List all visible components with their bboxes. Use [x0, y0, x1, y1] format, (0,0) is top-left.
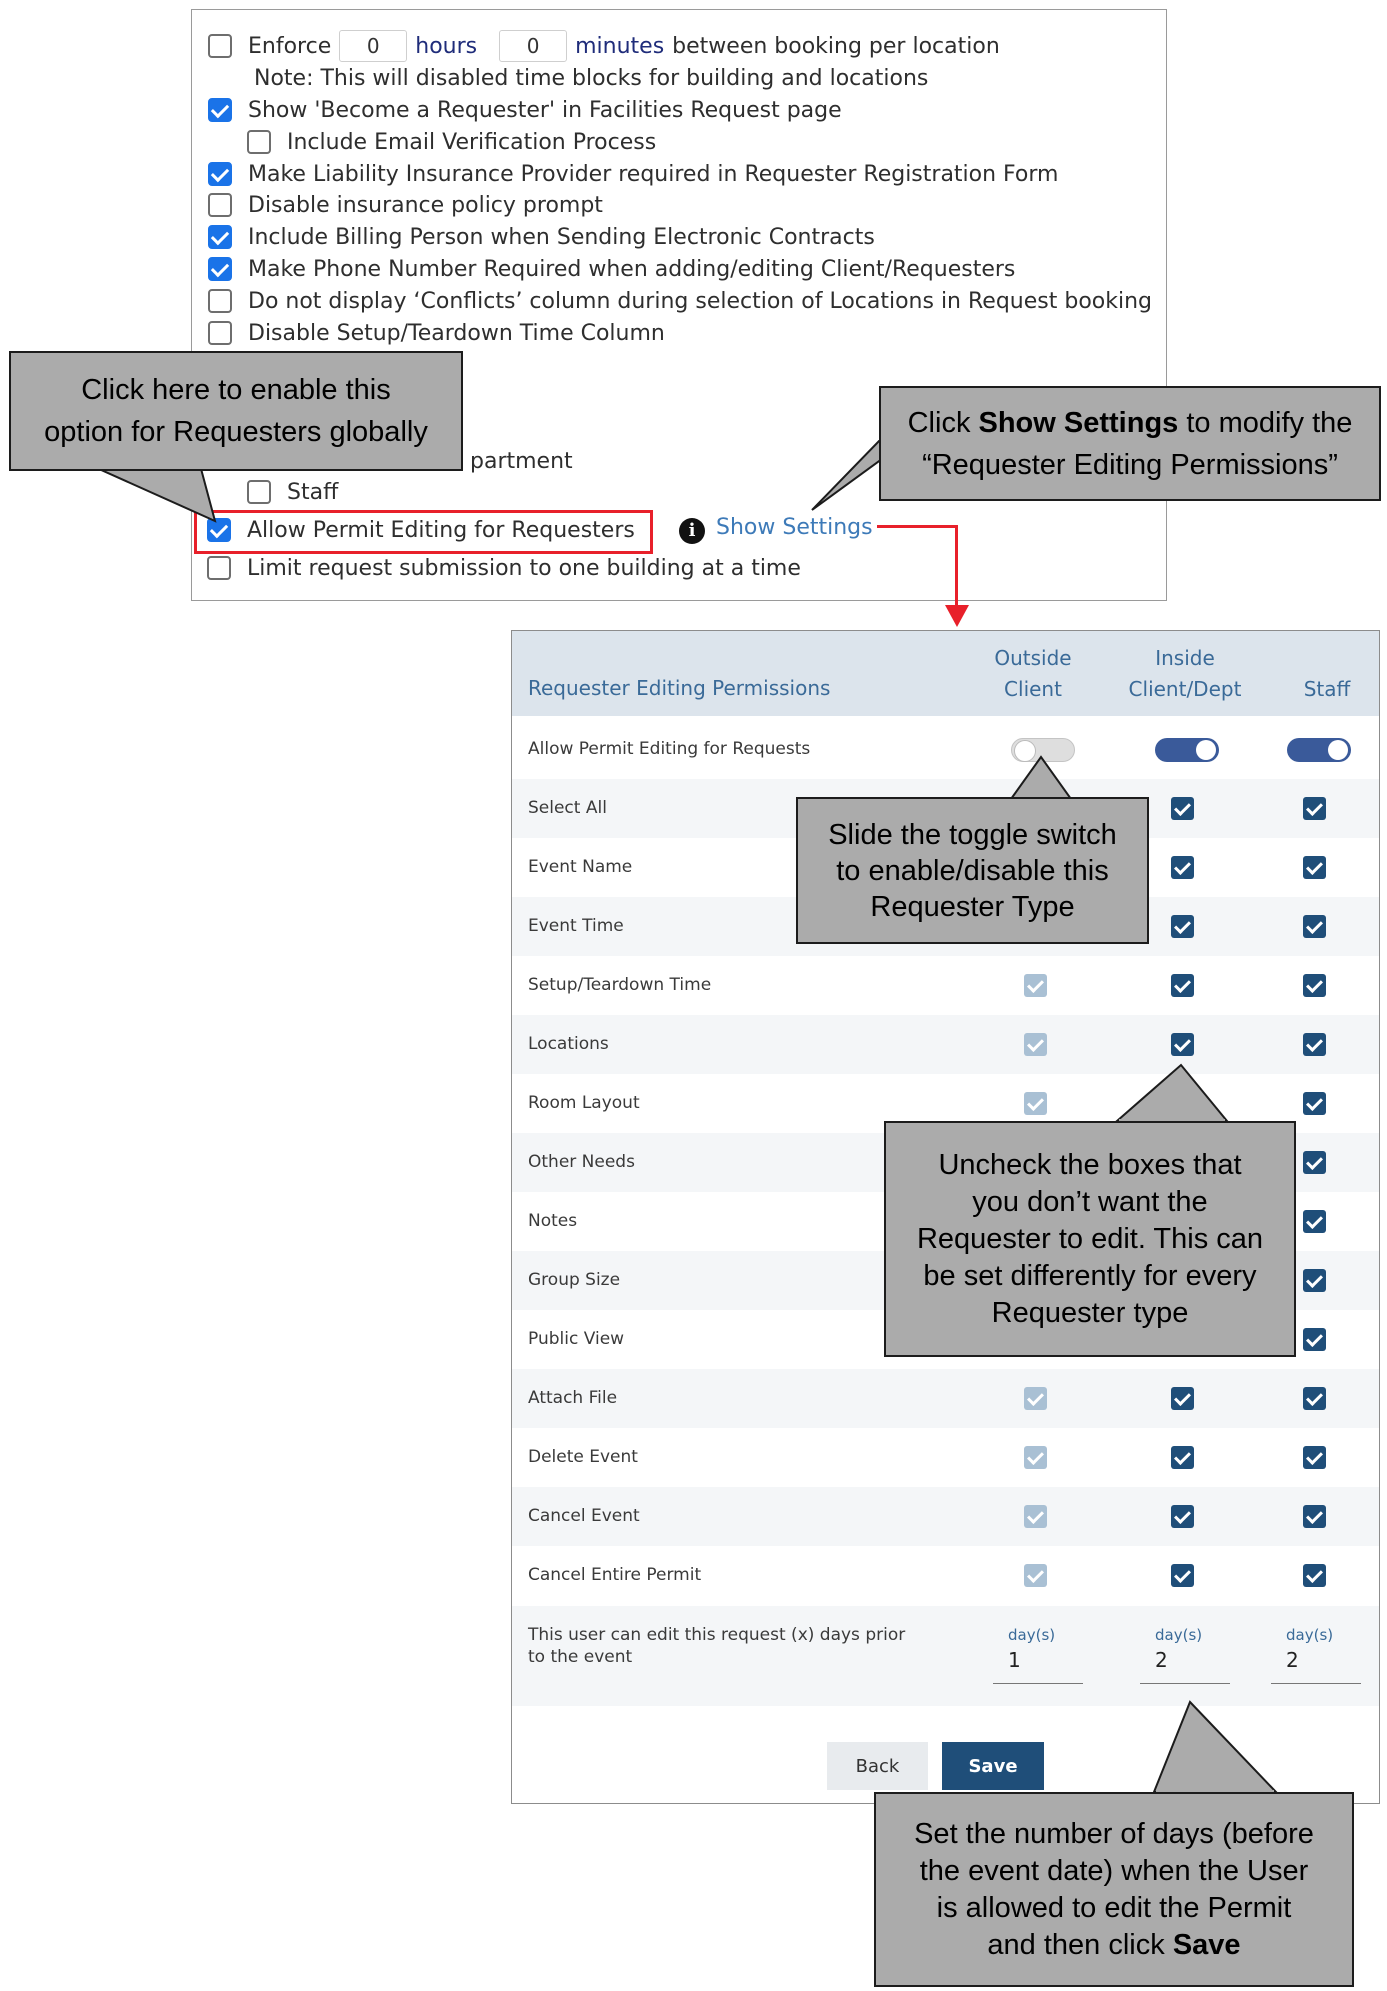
outside-checkbox[interactable]	[1024, 1564, 1047, 1587]
staff-checkbox[interactable]	[1303, 797, 1326, 820]
liability-insurance-checkbox[interactable]	[208, 162, 232, 186]
days-prior-row	[512, 1606, 1379, 1706]
column-outside-client	[963, 643, 1103, 705]
callout-line: Click here to enable this	[81, 374, 391, 406]
row-label: Cancel Entire Permit	[528, 1565, 702, 1585]
callout-tail	[1005, 755, 1085, 801]
toggle-inside-client[interactable]	[1155, 738, 1219, 762]
days-value: 1	[1008, 1648, 1021, 1672]
staff-checkbox[interactable]	[1303, 1033, 1326, 1056]
inside-checkbox[interactable]	[1171, 1387, 1194, 1410]
column-label: Client/Dept	[1128, 677, 1242, 701]
inside-checkbox[interactable]	[1171, 1505, 1194, 1528]
column-label: Outside	[994, 646, 1072, 670]
permission-row	[512, 956, 1379, 1015]
row-label: Attach File	[528, 1388, 618, 1408]
option-label: Include Email Verification Process	[287, 129, 657, 155]
option-billing-person	[208, 222, 875, 252]
minutes-label: minutes	[575, 33, 665, 59]
callout-line: “Requester Editing Permissions”	[922, 448, 1338, 481]
callout-line	[908, 402, 1353, 444]
enforce-label: Enforce	[248, 33, 332, 59]
callout-line: Slide the toggle switch	[828, 818, 1117, 851]
callout-tail	[80, 465, 220, 525]
row-label: This user can edit this request (x) days prior	[528, 1625, 906, 1645]
option-label: Do not display ‘Conflicts’ column during selection of Locations in Request booking	[248, 288, 1152, 314]
permissions-header	[512, 631, 1379, 716]
option-limit-request	[207, 553, 801, 583]
staff-checkbox[interactable]	[1303, 974, 1326, 997]
enforce-checkbox[interactable]	[208, 34, 232, 58]
callout-text: and then click	[987, 1928, 1173, 1961]
outside-checkbox[interactable]	[1024, 1033, 1047, 1056]
staff-checkbox[interactable]	[1303, 1269, 1326, 1292]
callout-tail	[1115, 1063, 1231, 1123]
option-become-requester	[208, 95, 842, 125]
column-label: Inside	[1155, 646, 1215, 670]
row-label: Cancel Event	[528, 1506, 640, 1526]
option-liability-insurance	[208, 159, 1058, 189]
callout-enable-globally	[9, 351, 463, 471]
row-label: Delete Event	[528, 1447, 638, 1467]
callout-bold-text: Save	[1172, 1928, 1241, 1961]
days-input-outside[interactable]	[993, 1622, 1083, 1684]
toggle-staff[interactable]	[1287, 738, 1351, 762]
row-label: Event Time	[528, 916, 624, 936]
option-staff	[247, 477, 338, 507]
callout-line: the event date) when the User	[919, 1854, 1309, 1887]
conflicts-column-checkbox[interactable]	[208, 289, 232, 313]
row-label: Public View	[528, 1329, 625, 1349]
callout-line	[914, 1927, 1314, 1964]
inside-checkbox[interactable]	[1171, 1564, 1194, 1587]
email-verification-checkbox[interactable]	[247, 130, 271, 154]
callout-text: to modify the	[1178, 406, 1353, 439]
phone-required-checkbox[interactable]	[208, 257, 232, 281]
staff-checkbox[interactable]	[1303, 856, 1326, 879]
callout-show-settings	[879, 386, 1381, 501]
inside-checkbox[interactable]	[1171, 1446, 1194, 1469]
outside-checkbox[interactable]	[1024, 1446, 1047, 1469]
highlight-box	[194, 510, 653, 554]
staff-checkbox[interactable]	[1303, 1210, 1326, 1233]
row-label: Locations	[528, 1034, 609, 1054]
callout-toggle	[796, 797, 1149, 944]
option-label: Show 'Become a Requester' in Facilities Request page	[248, 97, 842, 123]
days-unit-label: day(s)	[1286, 1626, 1334, 1644]
days-value: 2	[1155, 1648, 1168, 1672]
permissions-title: Requester Editing Permissions	[528, 676, 831, 700]
staff-checkbox[interactable]	[1303, 1446, 1326, 1469]
option-label: Disable Setup/Teardown Time Column	[248, 320, 665, 346]
staff-checkbox[interactable]	[1303, 1092, 1326, 1115]
days-value: 2	[1286, 1648, 1299, 1672]
hours-label: hours	[415, 33, 478, 59]
permission-row	[512, 1369, 1379, 1428]
arrow-head-icon	[945, 605, 969, 627]
partial-department-label: partment	[470, 448, 573, 474]
enforce-option	[208, 31, 1000, 61]
callout-line: Requester to edit. This can	[916, 1222, 1264, 1255]
staff-checkbox[interactable]	[1303, 1505, 1326, 1528]
option-label: Limit request submission to one building at a time	[247, 555, 801, 581]
row-label: Group Size	[528, 1270, 621, 1290]
callout-tail	[1150, 1700, 1280, 1794]
option-label: Staff	[287, 479, 339, 505]
staff-checkbox[interactable]	[1303, 1387, 1326, 1410]
permission-row	[512, 1428, 1379, 1487]
days-prior-label	[528, 1624, 905, 1668]
connector-arrow-vertical	[955, 525, 958, 609]
days-input-inside[interactable]	[1140, 1622, 1230, 1684]
info-icon: i	[679, 518, 705, 544]
option-label: Disable insurance policy prompt	[248, 192, 603, 218]
disable-insurance-checkbox[interactable]	[208, 193, 232, 217]
outside-checkbox[interactable]	[1024, 974, 1047, 997]
permission-row	[512, 1487, 1379, 1546]
callout-uncheck-boxes	[884, 1121, 1296, 1357]
row-label: Room Layout	[528, 1093, 640, 1113]
column-inside-client	[1095, 643, 1275, 705]
callout-line: Requester Type	[870, 890, 1075, 923]
row-label: Setup/Teardown Time	[528, 975, 712, 995]
staff-checkbox[interactable]	[1303, 915, 1326, 938]
show-settings-link[interactable]: Show Settings	[716, 515, 873, 540]
option-label: Make Phone Number Required when adding/editing Client/Requesters	[248, 256, 1016, 282]
permission-row	[512, 1015, 1379, 1074]
staff-checkbox[interactable]	[1303, 1564, 1326, 1587]
limit-request-checkbox[interactable]	[207, 556, 231, 580]
inside-checkbox[interactable]	[1171, 797, 1194, 820]
days-input-staff[interactable]	[1271, 1622, 1361, 1684]
minutes-input[interactable]: 0	[499, 30, 567, 62]
inside-checkbox[interactable]	[1171, 856, 1194, 879]
option-label: Make Liability Insurance Provider required in Requester Registration Form	[248, 161, 1059, 187]
callout-line: Set the number of days (before	[914, 1817, 1314, 1850]
row-label: Other Needs	[528, 1152, 635, 1172]
setup-teardown-checkbox[interactable]	[208, 321, 232, 345]
option-email-verification	[247, 127, 656, 157]
save-button[interactable]: Save	[942, 1742, 1044, 1790]
billing-person-checkbox[interactable]	[208, 225, 232, 249]
option-phone-required	[208, 254, 1015, 284]
option-label: Include Billing Person when Sending Electronic Contracts	[248, 224, 875, 250]
callout-line: be set differently for every	[923, 1259, 1257, 1292]
staff-checkbox[interactable]	[247, 480, 271, 504]
column-staff: Staff	[1303, 677, 1351, 701]
callout-line: option for Requesters globally	[44, 416, 428, 448]
callout-text: Click	[907, 406, 979, 439]
inside-checkbox[interactable]	[1171, 974, 1194, 997]
column-label: Client	[1004, 677, 1062, 701]
callout-line: Uncheck the boxes that	[938, 1148, 1242, 1181]
outside-checkbox[interactable]	[1024, 1387, 1047, 1410]
outside-checkbox[interactable]	[1024, 1505, 1047, 1528]
become-requester-checkbox[interactable]	[208, 98, 232, 122]
days-unit-label: day(s)	[1155, 1626, 1203, 1644]
enforce-note: Note: This will disabled time blocks for building and locations	[254, 65, 929, 91]
option-disable-insurance-prompt	[208, 190, 603, 220]
callout-line: is allowed to edit the Permit	[936, 1891, 1292, 1924]
staff-checkbox[interactable]	[1303, 1151, 1326, 1174]
row-label: Allow Permit Editing for Requests	[528, 739, 811, 759]
callout-line: to enable/disable this	[836, 854, 1109, 887]
row-label: Notes	[528, 1211, 578, 1231]
enforce-suffix: between booking per location	[672, 33, 1000, 59]
hours-input[interactable]: 0	[339, 30, 407, 62]
row-label: to the event	[528, 1647, 633, 1667]
row-label: Select All	[528, 798, 607, 818]
option-conflicts-column	[208, 286, 1152, 316]
back-button[interactable]: Back	[827, 1742, 928, 1790]
staff-checkbox[interactable]	[1303, 1328, 1326, 1351]
outside-checkbox[interactable]	[1024, 1092, 1047, 1115]
callout-set-days	[874, 1792, 1354, 1987]
days-unit-label: day(s)	[1008, 1626, 1056, 1644]
callout-bold-text: Show Settings	[978, 406, 1179, 439]
toggle-row	[512, 720, 1379, 779]
callout-line: Requester type	[991, 1296, 1189, 1329]
option-label: Allow Permit Editing for Requesters	[247, 517, 635, 543]
row-label: Event Name	[528, 857, 633, 877]
connector-arrow	[877, 525, 958, 528]
option-setup-teardown	[208, 318, 665, 348]
inside-checkbox[interactable]	[1171, 915, 1194, 938]
callout-line: you don’t want the	[972, 1185, 1208, 1218]
permission-row	[512, 1546, 1379, 1605]
inside-checkbox[interactable]	[1171, 1033, 1194, 1056]
